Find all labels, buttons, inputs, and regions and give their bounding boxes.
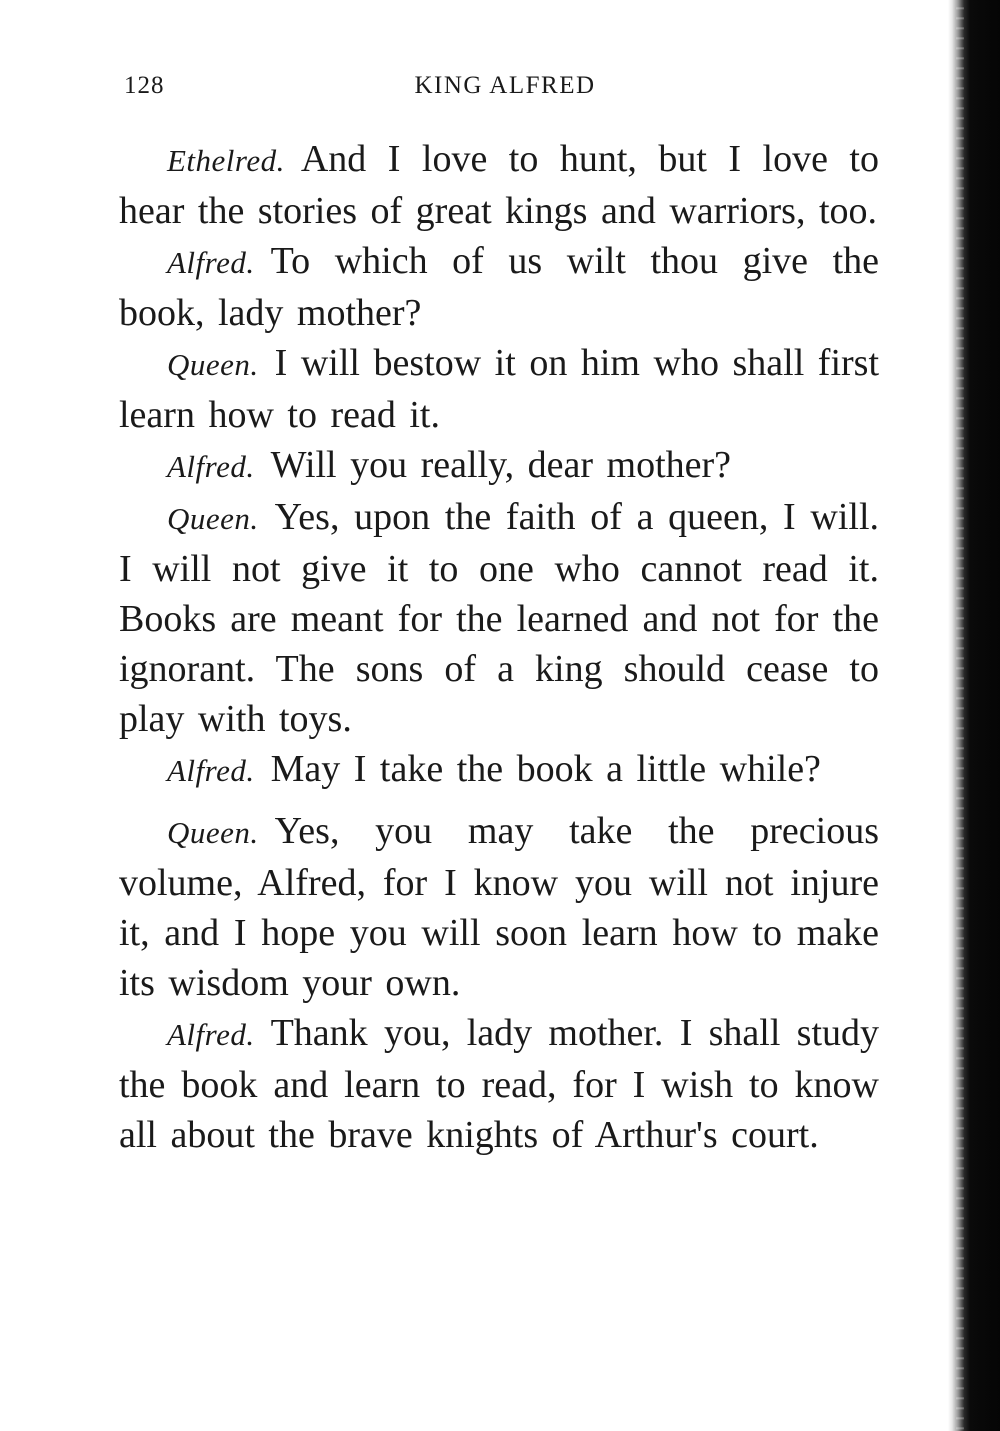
- dialogue-line: To which of us wilt thou give the book, lady mother?: [119, 240, 879, 334]
- running-title: KING ALFRED: [414, 72, 596, 99]
- speaker-name: Alfred.: [167, 753, 255, 788]
- dialogue-line: May I take the book a little while?: [270, 748, 821, 790]
- dialogue-line: Will you really, dear mother?: [270, 444, 732, 486]
- gutter-texture: [956, 0, 964, 1431]
- speaker-name: Alfred.: [167, 449, 255, 484]
- dialogue-text: [119, 134, 879, 1160]
- dialogue-paragraph: [119, 440, 879, 492]
- dialogue-line: And I love to hunt, but I love to hear the stories of great kings and warriors, too.: [119, 138, 879, 232]
- dialogue-paragraph: [119, 134, 879, 236]
- dialogue-paragraph: [119, 492, 879, 744]
- speaker-name: Queen.: [167, 347, 259, 382]
- dialogue-paragraph: [119, 1008, 879, 1160]
- running-head: [120, 72, 880, 108]
- dialogue-line: Thank you, lady mother. I shall study the book and learn to read, for I wish to know all about the brave knights of Arthur's court.: [119, 1012, 879, 1156]
- speaker-name: Queen.: [167, 815, 259, 850]
- dialogue-line: Yes, upon the faith of a queen, I will. I will not give it to one who cannot read it. Books are meant for the learned and not for the ignorant. The sons of a king should cease to play with toys.: [119, 496, 879, 740]
- speaker-name: Ethelred.: [167, 143, 285, 178]
- dialogue-line: I will bestow it on him who shall first learn how to read it.: [119, 342, 879, 436]
- speaker-name: Alfred.: [167, 245, 255, 280]
- dialogue-paragraph: [119, 744, 879, 796]
- speaker-name: Alfred.: [167, 1017, 255, 1052]
- dialogue-paragraph: [119, 806, 879, 1008]
- dialogue-paragraph: [119, 236, 879, 338]
- speaker-name: Queen.: [167, 501, 259, 536]
- dialogue-line: Yes, you may take the precious volume, Alfred, for I know you will not injure it, and I hope you will soon learn how to make its wisdom your own.: [119, 810, 879, 1004]
- dialogue-paragraph: [119, 338, 879, 440]
- page-number: 128: [124, 72, 165, 99]
